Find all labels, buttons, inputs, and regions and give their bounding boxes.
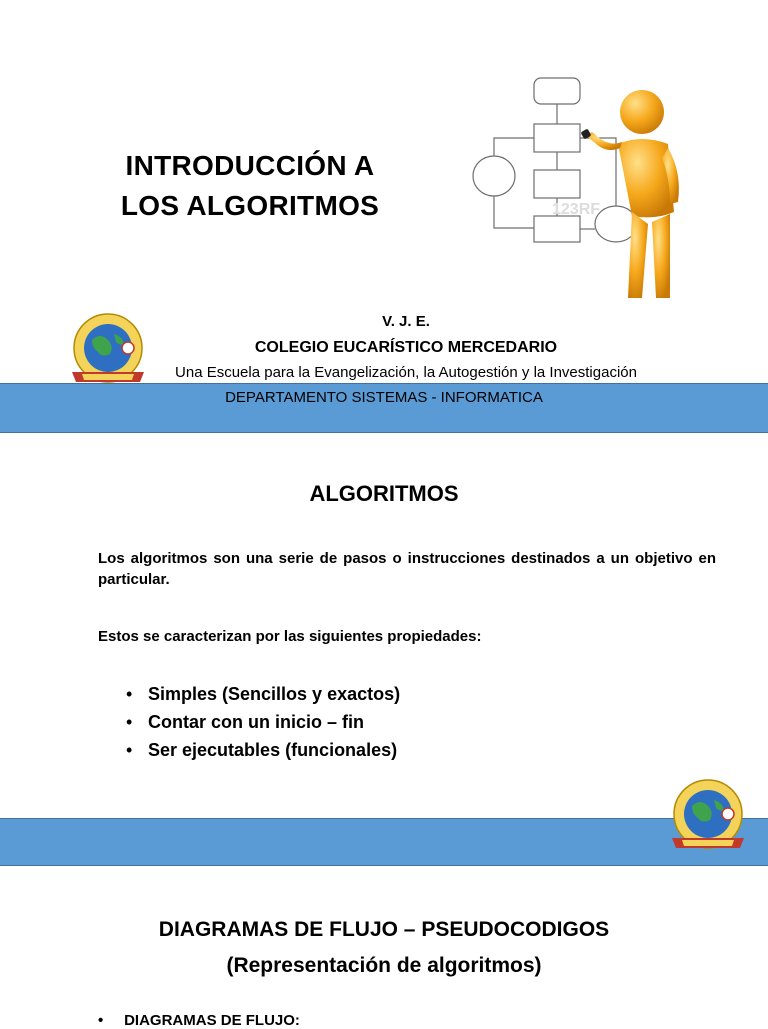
cut-off-bullet: • DIAGRAMAS DE FLUJO:: [98, 1012, 300, 1029]
bullet-icon: •: [126, 712, 133, 732]
school-crest-globe-icon: [662, 776, 754, 854]
bullet-icon: •: [98, 1012, 125, 1029]
title-line-1: INTRODUCCIÓN A: [125, 150, 375, 181]
department-label: DEPARTAMENTO SISTEMAS - INFORMATICA: [225, 389, 543, 406]
list-item: • Ser ejecutables (funcionales): [126, 736, 400, 764]
slide-footer-band: [0, 818, 768, 866]
bullet-icon: •: [126, 684, 133, 704]
flowchart-heading: [0, 912, 768, 984]
title-line-2: LOS ALGORITMOS: [120, 190, 380, 221]
school-motto: Una Escuela para la Evangelización, la Autogestión y la Investigación: [175, 364, 637, 381]
flowchart-heading-line-2: (Representación de algoritmos): [226, 954, 542, 977]
watermark-text: 123RF: [552, 201, 601, 218]
slide-title: [100, 146, 400, 226]
school-crest-globe-icon: [62, 310, 154, 388]
algoritmos-heading: ALGORITMOS: [309, 481, 459, 506]
properties-list: [126, 680, 400, 764]
list-item: • Contar con un inicio – fin: [126, 708, 400, 736]
list-item: • Simples (Sencillos y exactos): [126, 680, 400, 708]
definition-paragraph: Los algoritmos son una serie de pasos o instrucciones destinados a un objetivo en particular.: [98, 550, 716, 588]
flowchart-heading-line-1: DIAGRAMAS DE FLUJO – PSEUDOCODIGOS: [158, 918, 610, 941]
bullet-icon: •: [126, 740, 133, 760]
person-drawing-flowchart-icon: [456, 62, 704, 312]
school-name: COLEGIO EUCARÍSTICO MERCEDARIO: [254, 339, 558, 356]
vje-label: V. J. E.: [382, 313, 430, 330]
properties-intro: Estos se caracterizan por las siguientes propiedades:: [98, 628, 482, 645]
